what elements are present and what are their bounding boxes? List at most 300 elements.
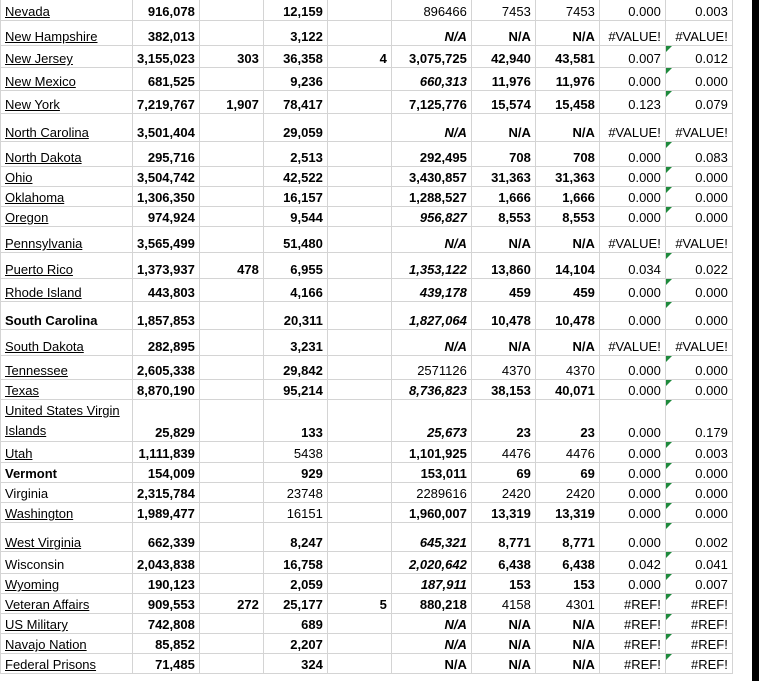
row-label-cell[interactable]: Oklahoma (1, 187, 133, 207)
data-cell[interactable] (199, 463, 263, 483)
data-cell[interactable]: 69 (471, 463, 535, 483)
data-cell[interactable] (199, 21, 263, 46)
data-cell[interactable]: 2,605,338 (133, 356, 200, 380)
data-cell[interactable]: 282,895 (133, 330, 200, 356)
data-cell[interactable]: 0.000 (599, 68, 665, 91)
data-cell[interactable]: 0.000 (599, 523, 665, 552)
data-cell[interactable]: 6,438 (535, 552, 599, 574)
data-cell[interactable]: 0.034 (599, 253, 665, 279)
data-cell[interactable]: N/A (391, 614, 471, 634)
data-cell[interactable]: 3,155,023 (133, 46, 200, 68)
data-cell[interactable]: 292,495 (391, 142, 471, 167)
error-indicator-icon (666, 594, 672, 600)
data-cell[interactable]: 14,104 (535, 253, 599, 279)
data-cell[interactable]: 1,373,937 (133, 253, 200, 279)
data-cell[interactable]: N/A (535, 227, 599, 253)
data-cell[interactable]: 303 (199, 46, 263, 68)
data-cell[interactable]: 8,247 (263, 523, 327, 552)
data-cell[interactable]: N/A (535, 114, 599, 142)
data-cell[interactable]: N/A (535, 330, 599, 356)
data-cell[interactable] (327, 302, 391, 330)
table-row (1, 68, 733, 91)
data-cell[interactable] (327, 279, 391, 302)
data-cell[interactable]: 23 (471, 400, 535, 442)
data-cell[interactable] (327, 523, 391, 552)
row-label-cell[interactable]: New Jersey (1, 46, 133, 68)
data-cell[interactable]: #VALUE! (599, 330, 665, 356)
data-cell[interactable] (199, 167, 263, 187)
data-cell[interactable]: 4476 (471, 442, 535, 463)
data-cell[interactable]: 0.000 (599, 356, 665, 380)
data-cell[interactable]: 1,827,064 (391, 302, 471, 330)
data-cell[interactable] (327, 21, 391, 46)
data-cell[interactable]: 0.000 (665, 167, 732, 187)
data-cell[interactable]: 0.000 (665, 380, 732, 400)
data-cell[interactable] (199, 279, 263, 302)
row-label-cell[interactable]: Ohio (1, 167, 133, 187)
data-cell[interactable]: 2,315,784 (133, 483, 200, 503)
data-cell[interactable] (199, 574, 263, 594)
row-label-cell[interactable]: Navajo Nation (1, 634, 133, 654)
row-label-cell[interactable]: Tennessee (1, 356, 133, 380)
data-cell[interactable]: 909,553 (133, 594, 200, 614)
data-cell[interactable]: 0.179 (665, 400, 732, 442)
data-cell[interactable]: 7,125,776 (391, 91, 471, 114)
data-cell[interactable]: 0.000 (665, 187, 732, 207)
data-cell[interactable] (327, 400, 391, 442)
row-label-cell[interactable]: Texas (1, 380, 133, 400)
data-cell[interactable] (327, 380, 391, 400)
data-cell[interactable] (327, 207, 391, 227)
data-cell[interactable]: 0.007 (665, 574, 732, 594)
data-cell[interactable]: 12,159 (263, 0, 327, 21)
data-cell[interactable]: 42,940 (471, 46, 535, 68)
data-cell[interactable] (199, 356, 263, 380)
data-cell[interactable]: 31,363 (535, 167, 599, 187)
error-indicator-icon (666, 442, 672, 448)
row-label-cell[interactable]: Pennsylvania (1, 227, 133, 253)
data-cell[interactable]: #REF! (599, 594, 665, 614)
data-cell[interactable]: N/A (471, 227, 535, 253)
row-label-cell[interactable]: North Dakota (1, 142, 133, 167)
data-cell[interactable]: 190,123 (133, 574, 200, 594)
data-cell[interactable] (327, 574, 391, 594)
data-cell[interactable]: N/A (471, 21, 535, 46)
row-label-cell[interactable]: New York (1, 91, 133, 114)
data-cell[interactable]: N/A (391, 227, 471, 253)
data-cell[interactable]: 2,059 (263, 574, 327, 594)
row-label-cell[interactable]: Utah (1, 442, 133, 463)
data-cell[interactable]: 7453 (471, 0, 535, 21)
data-cell[interactable]: 956,827 (391, 207, 471, 227)
data-cell[interactable]: 478 (199, 253, 263, 279)
data-cell[interactable] (199, 302, 263, 330)
data-cell[interactable]: 0.000 (599, 207, 665, 227)
data-cell[interactable]: 8,771 (471, 523, 535, 552)
data-cell[interactable] (327, 227, 391, 253)
data-cell[interactable]: 1,666 (535, 187, 599, 207)
data-cell[interactable] (199, 523, 263, 552)
row-label-cell[interactable]: New Hampshire (1, 21, 133, 46)
data-cell[interactable] (199, 207, 263, 227)
data-cell[interactable]: 11,976 (471, 68, 535, 91)
data-cell[interactable]: 8,771 (535, 523, 599, 552)
data-cell[interactable] (327, 0, 391, 21)
data-cell[interactable]: #REF! (665, 614, 732, 634)
data-cell[interactable]: 0.000 (599, 279, 665, 302)
data-cell[interactable]: 16,157 (263, 187, 327, 207)
data-cell[interactable]: 0.007 (599, 46, 665, 68)
data-cell[interactable]: 10,478 (471, 302, 535, 330)
data-cell[interactable]: 13,319 (535, 503, 599, 523)
row-label-cell[interactable]: Puerto Rico (1, 253, 133, 279)
data-cell[interactable]: 154,009 (133, 463, 200, 483)
data-cell[interactable]: 0.000 (599, 574, 665, 594)
data-cell[interactable]: 0.041 (665, 552, 732, 574)
data-cell[interactable] (327, 68, 391, 91)
data-cell[interactable]: N/A (471, 114, 535, 142)
row-label-cell[interactable]: Federal Prisons (1, 654, 133, 674)
data-cell[interactable] (327, 614, 391, 634)
data-cell[interactable]: 1,989,477 (133, 503, 200, 523)
data-cell[interactable]: 9,236 (263, 68, 327, 91)
table-row (1, 207, 733, 227)
row-label-cell[interactable]: North Carolina (1, 114, 133, 142)
data-cell[interactable]: N/A (391, 654, 471, 674)
data-cell[interactable] (327, 114, 391, 142)
row-label-cell[interactable]: US Military (1, 614, 133, 634)
row-label-cell[interactable]: South Dakota (1, 330, 133, 356)
data-cell[interactable]: N/A (471, 654, 535, 674)
data-cell[interactable]: 742,808 (133, 614, 200, 634)
data-cell[interactable] (199, 68, 263, 91)
data-cell[interactable]: 0.000 (599, 0, 665, 21)
data-cell[interactable]: #VALUE! (665, 21, 732, 46)
data-cell[interactable]: 8,736,823 (391, 380, 471, 400)
data-cell[interactable]: 708 (471, 142, 535, 167)
data-cell[interactable]: #VALUE! (665, 227, 732, 253)
data-cell[interactable]: 1,857,853 (133, 302, 200, 330)
data-cell[interactable]: 3,430,857 (391, 167, 471, 187)
data-cell[interactable]: 0.000 (599, 142, 665, 167)
row-label-cell[interactable]: Wisconsin (1, 552, 133, 574)
data-cell[interactable]: 42,522 (263, 167, 327, 187)
data-cell[interactable]: 8,553 (535, 207, 599, 227)
data-cell[interactable]: N/A (535, 21, 599, 46)
data-cell[interactable]: 153 (471, 574, 535, 594)
data-cell[interactable]: 974,924 (133, 207, 200, 227)
data-cell[interactable] (327, 91, 391, 114)
data-cell[interactable]: #VALUE! (599, 227, 665, 253)
data-cell[interactable] (199, 400, 263, 442)
data-cell[interactable]: 23748 (263, 483, 327, 503)
data-cell[interactable]: 23 (535, 400, 599, 442)
data-cell[interactable]: 0.000 (665, 68, 732, 91)
data-cell[interactable]: 29,842 (263, 356, 327, 380)
table-row (1, 523, 733, 552)
data-cell[interactable] (327, 330, 391, 356)
data-cell[interactable]: 3,231 (263, 330, 327, 356)
error-indicator-icon (666, 380, 672, 386)
data-cell[interactable] (327, 552, 391, 574)
data-cell[interactable]: 459 (471, 279, 535, 302)
data-cell[interactable]: 645,321 (391, 523, 471, 552)
data-cell[interactable]: 16,758 (263, 552, 327, 574)
data-cell[interactable]: #VALUE! (599, 114, 665, 142)
data-cell[interactable]: 1,666 (471, 187, 535, 207)
data-cell[interactable] (327, 187, 391, 207)
data-cell[interactable]: 0.000 (599, 302, 665, 330)
data-cell[interactable] (327, 634, 391, 654)
data-cell[interactable]: 5 (327, 594, 391, 614)
data-cell[interactable] (199, 634, 263, 654)
data-cell[interactable]: #REF! (599, 654, 665, 674)
data-cell[interactable]: #REF! (599, 634, 665, 654)
data-cell[interactable] (199, 227, 263, 253)
data-cell[interactable]: 439,178 (391, 279, 471, 302)
data-cell[interactable]: 0.000 (665, 356, 732, 380)
error-indicator-icon (666, 46, 672, 52)
data-cell[interactable]: 0.000 (599, 167, 665, 187)
data-cell[interactable]: 25,673 (391, 400, 471, 442)
data-cell[interactable]: 40,071 (535, 380, 599, 400)
data-cell[interactable]: 0.000 (599, 463, 665, 483)
data-cell[interactable]: 4158 (471, 594, 535, 614)
data-cell[interactable] (199, 114, 263, 142)
data-cell[interactable]: 1,907 (199, 91, 263, 114)
data-cell[interactable]: 3,501,404 (133, 114, 200, 142)
data-cell[interactable]: 324 (263, 654, 327, 674)
data-cell[interactable]: 0.083 (665, 142, 732, 167)
data-cell[interactable]: 0.003 (665, 442, 732, 463)
row-label-cell[interactable]: Nevada (1, 0, 133, 21)
data-cell[interactable]: #REF! (665, 594, 732, 614)
data-cell[interactable]: N/A (391, 634, 471, 654)
data-cell[interactable] (199, 503, 263, 523)
data-cell[interactable]: 689 (263, 614, 327, 634)
data-cell[interactable]: 25,829 (133, 400, 200, 442)
data-cell[interactable]: 4 (327, 46, 391, 68)
row-label-cell[interactable]: Veteran Affairs (1, 594, 133, 614)
data-cell[interactable]: 0.000 (599, 187, 665, 207)
data-cell[interactable] (327, 442, 391, 463)
data-cell[interactable]: 0.000 (599, 400, 665, 442)
data-cell[interactable]: 9,544 (263, 207, 327, 227)
data-cell[interactable] (199, 380, 263, 400)
data-cell[interactable]: 10,478 (535, 302, 599, 330)
data-cell[interactable]: 133 (263, 400, 327, 442)
data-cell[interactable]: 15,458 (535, 91, 599, 114)
data-cell[interactable]: 13,319 (471, 503, 535, 523)
data-cell[interactable]: 3,565,499 (133, 227, 200, 253)
data-cell[interactable]: 916,078 (133, 0, 200, 21)
data-cell[interactable]: 459 (535, 279, 599, 302)
data-cell[interactable]: 1,111,839 (133, 442, 200, 463)
data-cell[interactable]: 13,860 (471, 253, 535, 279)
data-cell[interactable]: 2420 (535, 483, 599, 503)
data-cell[interactable]: 153,011 (391, 463, 471, 483)
row-label-cell[interactable]: New Mexico (1, 68, 133, 91)
data-cell[interactable]: N/A (471, 634, 535, 654)
data-cell[interactable]: 2,207 (263, 634, 327, 654)
error-indicator-icon (666, 574, 672, 580)
data-cell[interactable] (327, 167, 391, 187)
data-cell[interactable]: 2,020,642 (391, 552, 471, 574)
data-cell[interactable]: 0.022 (665, 253, 732, 279)
row-label-cell[interactable]: Washington (1, 503, 133, 523)
data-cell[interactable]: 0.123 (599, 91, 665, 114)
data-cell[interactable]: 295,716 (133, 142, 200, 167)
data-cell[interactable]: 5438 (263, 442, 327, 463)
data-cell[interactable]: 0.079 (665, 91, 732, 114)
data-cell[interactable]: 0.000 (599, 380, 665, 400)
data-cell[interactable]: 8,870,190 (133, 380, 200, 400)
data-cell[interactable]: 8,553 (471, 207, 535, 227)
data-cell[interactable]: 382,013 (133, 21, 200, 46)
row-label-cell[interactable]: Rhode Island (1, 279, 133, 302)
data-cell[interactable]: 29,059 (263, 114, 327, 142)
data-cell[interactable]: 95,214 (263, 380, 327, 400)
data-cell[interactable]: 2289616 (391, 483, 471, 503)
data-cell[interactable]: N/A (471, 330, 535, 356)
data-cell[interactable]: 0.002 (665, 523, 732, 552)
data-cell[interactable] (327, 356, 391, 380)
data-cell[interactable]: 6,438 (471, 552, 535, 574)
data-cell[interactable]: 4476 (535, 442, 599, 463)
data-cell[interactable]: 4301 (535, 594, 599, 614)
table-row (1, 654, 733, 674)
data-cell[interactable] (199, 0, 263, 21)
row-label-cell[interactable]: West Virginia (1, 523, 133, 552)
data-cell[interactable]: #VALUE! (665, 114, 732, 142)
data-cell[interactable] (199, 142, 263, 167)
data-cell[interactable]: 1,353,122 (391, 253, 471, 279)
data-cell[interactable]: 4370 (471, 356, 535, 380)
data-cell[interactable]: 1,960,007 (391, 503, 471, 523)
data-cell[interactable]: 36,358 (263, 46, 327, 68)
data-cell[interactable]: 0.000 (665, 302, 732, 330)
data-cell[interactable]: 3,122 (263, 21, 327, 46)
data-cell[interactable]: 708 (535, 142, 599, 167)
data-cell[interactable]: 15,574 (471, 91, 535, 114)
data-cell[interactable]: 43,581 (535, 46, 599, 68)
row-label-cell[interactable]: Virginia (1, 483, 133, 503)
data-cell[interactable] (327, 463, 391, 483)
data-cell[interactable]: 71,485 (133, 654, 200, 674)
data-cell[interactable]: 11,976 (535, 68, 599, 91)
data-cell[interactable]: 1,306,350 (133, 187, 200, 207)
data-cell[interactable]: 0.000 (599, 483, 665, 503)
data-cell[interactable] (199, 442, 263, 463)
data-cell[interactable]: N/A (535, 614, 599, 634)
data-cell[interactable]: 1,288,527 (391, 187, 471, 207)
data-cell[interactable]: #REF! (599, 614, 665, 634)
data-cell[interactable]: 153 (535, 574, 599, 594)
data-cell[interactable]: #REF! (665, 654, 732, 674)
data-cell[interactable]: 2,513 (263, 142, 327, 167)
data-cell[interactable]: 0.012 (665, 46, 732, 68)
data-cell[interactable]: 660,313 (391, 68, 471, 91)
data-cell[interactable]: 69 (535, 463, 599, 483)
data-cell[interactable]: 4370 (535, 356, 599, 380)
table-row (1, 167, 733, 187)
data-cell[interactable]: 1,101,925 (391, 442, 471, 463)
data-cell[interactable] (327, 253, 391, 279)
data-cell[interactable]: 0.000 (599, 442, 665, 463)
data-cell[interactable]: 880,218 (391, 594, 471, 614)
data-cell[interactable]: 3,504,742 (133, 167, 200, 187)
data-cell[interactable]: 896466 (391, 0, 471, 21)
data-cell[interactable]: #VALUE! (665, 330, 732, 356)
data-cell[interactable]: 929 (263, 463, 327, 483)
data-cell[interactable] (199, 483, 263, 503)
data-cell[interactable]: N/A (391, 21, 471, 46)
row-label-cell[interactable]: Wyoming (1, 574, 133, 594)
data-cell[interactable]: 0.042 (599, 552, 665, 574)
data-cell[interactable]: 2571126 (391, 356, 471, 380)
data-cell[interactable] (199, 330, 263, 356)
data-cell[interactable] (199, 552, 263, 574)
data-cell[interactable]: 6,955 (263, 253, 327, 279)
data-cell[interactable] (327, 483, 391, 503)
data-cell[interactable]: 3,075,725 (391, 46, 471, 68)
data-cell[interactable]: 51,480 (263, 227, 327, 253)
data-cell[interactable]: #REF! (665, 634, 732, 654)
data-cell[interactable]: 0.000 (665, 207, 732, 227)
row-label-cell[interactable]: South Carolina (1, 302, 133, 330)
data-cell[interactable]: 78,417 (263, 91, 327, 114)
data-cell[interactable]: 4,166 (263, 279, 327, 302)
data-cell[interactable]: 681,525 (133, 68, 200, 91)
data-cell[interactable]: N/A (535, 634, 599, 654)
data-cell[interactable] (199, 187, 263, 207)
data-cell[interactable]: 0.000 (599, 503, 665, 523)
row-label-cell[interactable]: United States Virgin Islands (1, 400, 133, 442)
data-cell[interactable]: N/A (471, 614, 535, 634)
data-cell[interactable]: N/A (391, 114, 471, 142)
data-cell[interactable]: 20,311 (263, 302, 327, 330)
data-cell[interactable]: 662,339 (133, 523, 200, 552)
data-cell[interactable]: 0.000 (665, 483, 732, 503)
data-cell[interactable] (199, 614, 263, 634)
data-cell[interactable]: 85,852 (133, 634, 200, 654)
data-cell[interactable]: 443,803 (133, 279, 200, 302)
data-cell[interactable]: 0.000 (665, 463, 732, 483)
data-cell[interactable]: 7,219,767 (133, 91, 200, 114)
data-cell[interactable]: 0.000 (665, 503, 732, 523)
row-label-cell[interactable]: Vermont (1, 463, 133, 483)
data-cell[interactable]: 0.003 (665, 0, 732, 21)
data-cell[interactable] (327, 503, 391, 523)
data-cell[interactable] (199, 654, 263, 674)
data-cell[interactable]: 25,177 (263, 594, 327, 614)
data-cell[interactable] (327, 142, 391, 167)
data-cell[interactable]: 38,153 (471, 380, 535, 400)
data-cell[interactable]: 272 (199, 594, 263, 614)
data-cell[interactable]: N/A (391, 330, 471, 356)
data-cell[interactable]: 187,911 (391, 574, 471, 594)
data-cell[interactable]: 7453 (535, 0, 599, 21)
data-cell[interactable]: 2420 (471, 483, 535, 503)
data-cell[interactable]: 16151 (263, 503, 327, 523)
data-cell[interactable]: 31,363 (471, 167, 535, 187)
data-cell[interactable]: N/A (535, 654, 599, 674)
data-cell[interactable] (327, 654, 391, 674)
data-cell[interactable]: #VALUE! (599, 21, 665, 46)
data-cell[interactable]: 0.000 (665, 279, 732, 302)
row-label-cell[interactable]: Oregon (1, 207, 133, 227)
data-cell[interactable]: 2,043,838 (133, 552, 200, 574)
